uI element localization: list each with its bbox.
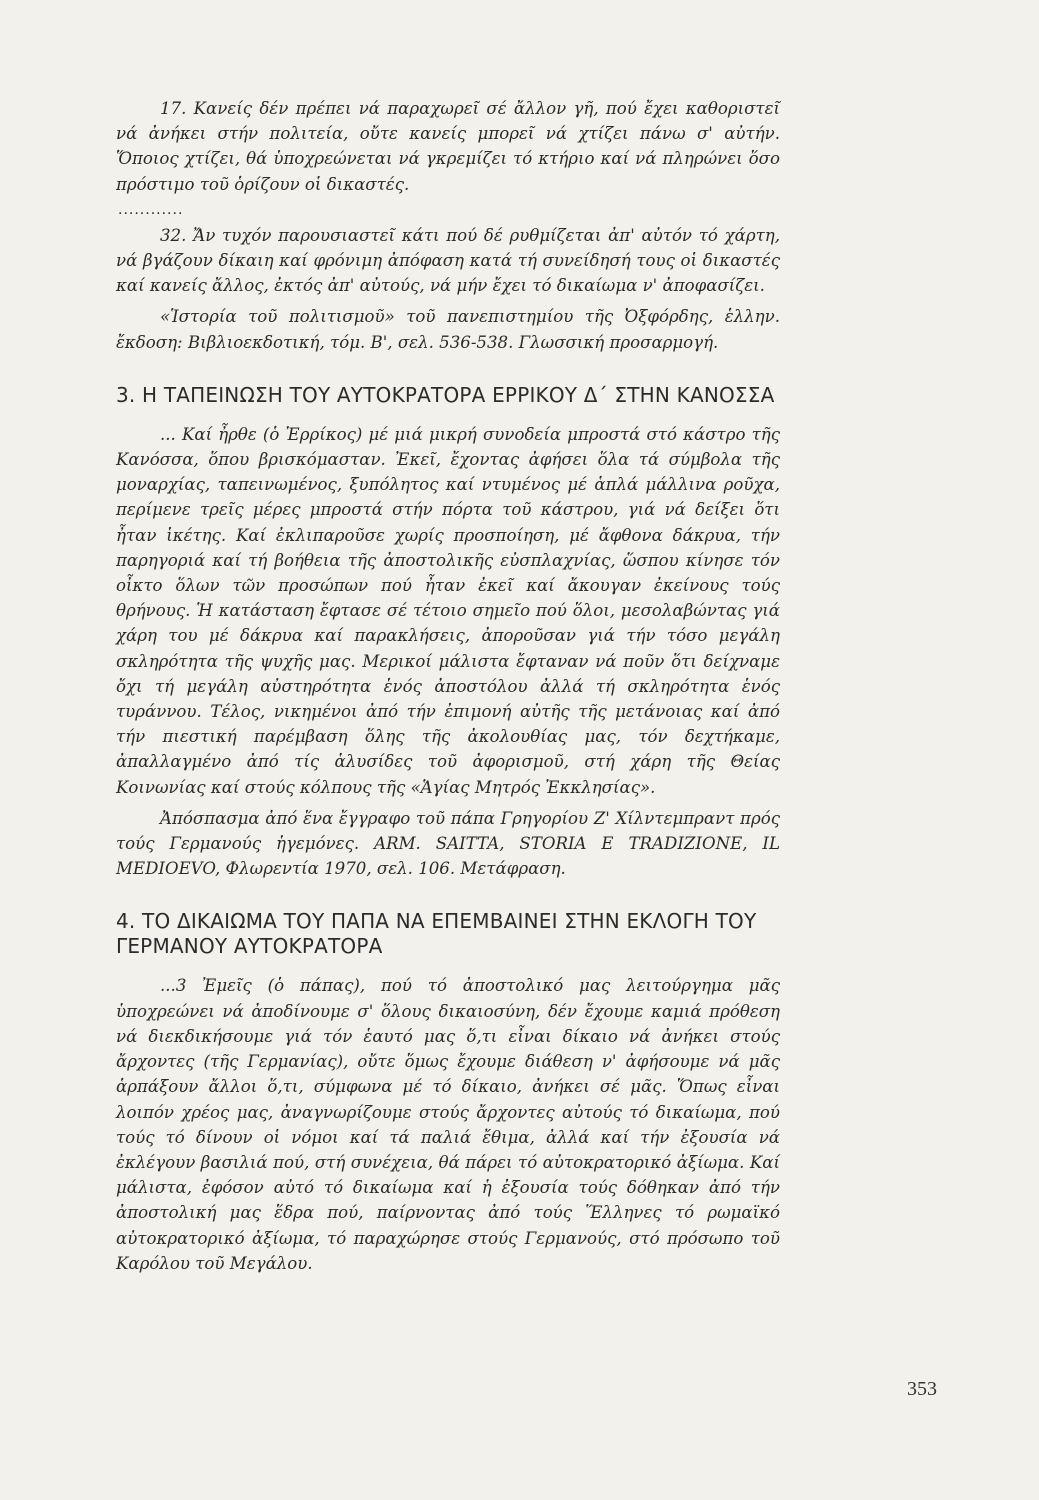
ellipsis-separator: ............ xyxy=(118,201,184,218)
section-4-body: ...3 Ἐμεῖς (ὁ πάπας), πού τό ἀποστολικό μας λειτούργημα μᾶς ὑποχρεώνει νά ἀποδίνουμε σ' ὅλους δικαιοσύνη, δέν ἔχουμε καμιά πρόθεση νά διεκδικήσουμε γιά τόν ἑαυτό μας ὅ,τι εἶναι δίκαιο νά ἀνήκει στούς ἄρχοντες (τῆς Γερμανίας), οὔτε ὅμως ἔχουμε διάθεση ν' ἀφήσουμε νά μᾶς ἁρπάξουν ἄλλοι ὅ,τι, σύμφωνα μέ τό δίκαιο, ἀνήκει σέ μᾶς. Ὅπως εἶναι λοιπόν χρέος μας, ἀναγνωρίζουμε στούς ἄρχοντες αὐτούς τό δικαίωμα, πού τούς τό δίνουν οἱ νόμοι καί τά παλιά ἔθιμα, ἀλλά καί τήν ἐξουσία νά ἐκλέγουν βασιλιά πού, στή συνέχεια, θά πάρει τό αὐτοκρατορικό ἀξίωμα. Καί μάλιστα, ἐφόσον αὐτό τό δικαίωμα καί ἡ ἐξουσία τούς δόθηκαν ἀπό τήν ἀποστολική μας ἕδρα πού, παίρνοντας ἀπό τούς Ἕλληνες τό ρωμαϊκό αὐτοκρατορικό ἀξίωμα, τό παραχώρησε στούς Γερμανούς, στό πρόσωπο τοῦ Καρόλου τοῦ Μεγάλου. xyxy=(116,976,780,1273)
section-4-heading: 4. ΤΟ ΔΙΚΑΙΩΜΑ ΤΟΥ ΠΑΠΑ ΝΑ ΕΠΕΜΒΑΙΝΕΙ ΣΤΗΝ ΕΚΛΟΓΗ ΤΟΥ ΓΕΡΜΑΝΟΥ ΑΥΤΟΚΡΑΤΟΡΑ xyxy=(116,909,757,959)
section-3-body: ... Καί ἦρθε (ὁ Ἐρρίκος) μέ μιά μικρή συνοδεία μπροστά στό κάστρο τῆς Κανόσσα, ὅπου βρισκόμασταν. Ἐκεῖ, ἔχοντας ἀφήσει ὅλα τά σύμβολα τῆς μοναρχίας, ταπεινωμένος, ξυπόλητος καί ντυμένος μέ ἁπλά μάλλινα ροῦχα, περίμενε τρεῖς μέρες μπροστά στήν πόρτα τοῦ κάστρου, γιά νά δείξει ὅτι ἦταν ἱκέτης. Καί ἐκλιπαροῦσε χωρίς προσποίηση, μέ ἄφθονα δάκρυα, τήν παρηγοριά καί τή βοήθεια τῆς ἀποστολικῆς εὐσπλαχνίας, ὥσπου κίνησε τόν οἶκτο ὅλων τῶν προσώπων πού ἦταν ἐκεῖ καί ἄκουγαν ἐκείνους τούς θρήνους. Ἡ κατάσταση ἔφτασε σέ τέτοιο σημεῖο πού ὅλοι, μεσολαβώντας γιά χάρη του μέ δάκρυα καί παρακλήσεις, ἀποροῦσαν γιά τήν τόσο μεγάλη σκληρότητα τῆς ψυχῆς μας. Μερικοί μάλιστα ἔφταναν νά ποῦν ὅτι δείχναμε ὄχι τή μεγάλη αὐστηρότητα ἑνός ἀποστόλου ἀλλά τή σκληρότητα ἑνός τυράννου. Τέλος, νικημένοι ἀπό τήν ἐπιμονή αὐτῆς τῆς μετάνοιας καί ἀπό τήν πιεστική παρέμβαση ὅλης τῆς ἀκολουθίας μας, τόν δεχτήκαμε, ἀπαλλαγμένο ἀπό τίς ἁλυσίδες τοῦ ἀφορισμοῦ, στή χάρη τῆς Θείας Κοινωνίας καί στούς κόλπους τῆς «Ἁγίας Μητρός Ἐκκλησίας». xyxy=(116,424,780,797)
article-17-paragraph: 17. Κανείς δέν πρέπει νά παραχωρεῖ σέ ἄλλον γῆ, πού ἔχει καθοριστεῖ νά ἀνήκει στήν πολιτεία, οὔτε κανείς μπορεῖ νά χτίζει πάνω σ' αὐτήν. Ὅποιος χτίζει, θά ὑποχρεώνεται νά γκρεμίζει τό κτήριο καί νά πληρώνει ὅσο πρόστιμο τοῦ ὁρίζουν οἱ δικαστές. xyxy=(116,99,780,194)
article-32-paragraph: 32. Ἄν τυχόν παρουσιαστεῖ κάτι πού δέ ρυθμίζεται ἀπ' αὐτόν τό χάρτη, νά βγάζουν δίκαιη καί φρόνιμη ἀπόφαση κατά τή συνείδησή τους οἱ δικαστές καί κανείς ἄλλος, ἐκτός ἀπ' αὐτούς, νά μήν ἔχει τό δικαίωμα ν' ἀποφασίζει. xyxy=(116,225,780,296)
source-citation-2: Ἀπόσπασμα ἀπό ἕνα ἔγγραφο τοῦ πάπα Γρηγορίου Ζ' Χίλντεμπραντ πρός τούς Γερμανούς ἡγεμόνες. ARM. SAITTA, STORIA E TRADIZIONE, IL MEDIOEVO, Φλωρεντία 1970, σελ. 106. Μετάφραση. xyxy=(116,808,780,879)
source-citation-1: «Ἱστορία τοῦ πολιτισμοῦ» τοῦ πανεπιστημίου τῆς Ὀξφόρδης, ἑλλην. ἔκδοση: Βιβλιοεκδοτική, τόμ. Β', σελ. 536-538. Γλωσσική προσαρμογή. xyxy=(116,307,780,352)
page-text-column xyxy=(116,96,780,1276)
section-3-heading: 3. Η ΤΑΠΕΙΝΩΣΗ ΤΟΥ ΑΥΤΟΚΡΑΤΟΡΑ ΕΡΡΙΚΟΥ Δ΄ ΣΤΗΝ ΚΑΝΟΣΣΑ xyxy=(116,382,775,407)
page-number: 353 xyxy=(907,1378,937,1400)
